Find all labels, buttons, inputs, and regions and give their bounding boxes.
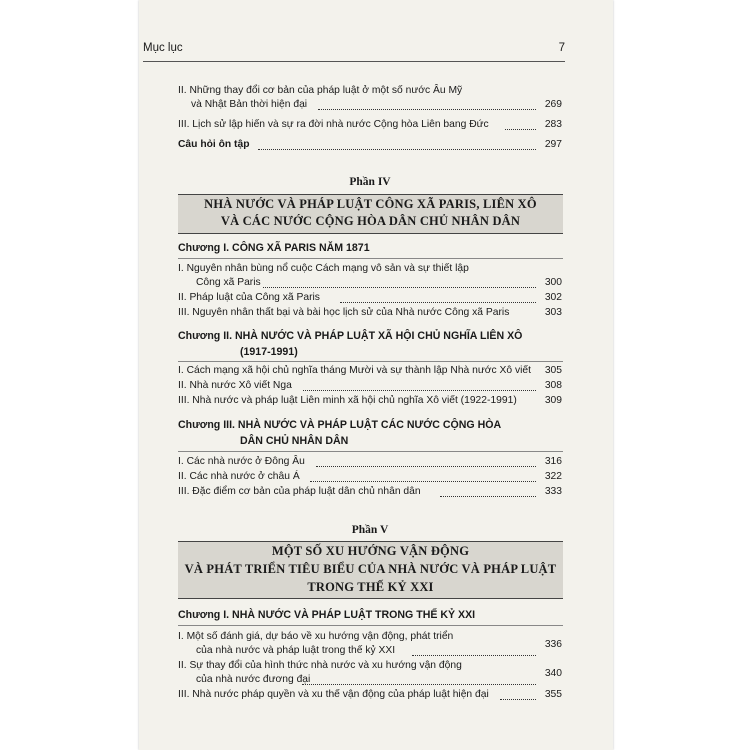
toc-entry-line[interactable]: II. Pháp luật của Công xã Paris bbox=[178, 292, 320, 303]
dot-leader bbox=[263, 286, 536, 288]
part-title-box bbox=[178, 194, 563, 234]
toc-page-number: 355 bbox=[544, 689, 562, 700]
chapter-title[interactable]: Chương I. CÔNG XÃ PARIS NĂM 1871 bbox=[178, 242, 370, 254]
part-label: Phần IV bbox=[349, 176, 391, 188]
header-page-number: 7 bbox=[558, 42, 565, 54]
dot-leader bbox=[412, 654, 536, 656]
toc-page-number: 316 bbox=[544, 456, 562, 467]
dot-leader bbox=[440, 495, 536, 497]
dot-leader bbox=[316, 465, 536, 467]
part-title-line: MỘT SỐ XU HƯỚNG VẬN ĐỘNG bbox=[271, 544, 470, 558]
dot-leader bbox=[340, 301, 536, 303]
part-title-line: NHÀ NƯỚC VÀ PHÁP LUẬT CÔNG XÃ PARIS, LIÊN XÔ bbox=[204, 197, 537, 211]
chapter-title[interactable]: Chương III. NHÀ NƯỚC VÀ PHÁP LUẬT CÁC NƯỚC CỘNG HÒA bbox=[178, 419, 502, 431]
page-header bbox=[143, 41, 565, 62]
chapter-rule bbox=[178, 361, 563, 362]
part-label: Phần V bbox=[351, 524, 389, 536]
toc-entry-line[interactable]: I. Cách mạng xã hội chủ nghĩa tháng Mười và sự thành lập Nhà nước Xô viết bbox=[178, 365, 532, 376]
toc-page-number: 297 bbox=[544, 139, 562, 150]
toc-entry-line[interactable]: III. Đặc điểm cơ bản của pháp luật dân chủ nhân dân bbox=[178, 486, 421, 497]
toc-entry-line[interactable]: Công xã Paris bbox=[196, 277, 261, 288]
part-title-box bbox=[178, 541, 563, 599]
toc-page-number: 340 bbox=[544, 668, 562, 679]
toc-entry-line[interactable]: III. Nhà nước và pháp luật Liên minh xã hội chủ nghĩa Xô viết (1922-1991) bbox=[178, 395, 517, 406]
chapter-title[interactable]: Chương II. NHÀ NƯỚC VÀ PHÁP LUẬT XÃ HỘI CHỦ NGHĨA LIÊN XÔ bbox=[178, 330, 523, 342]
toc-page-number: 336 bbox=[544, 639, 562, 650]
chapter-rule bbox=[178, 451, 563, 452]
toc-page-number: 322 bbox=[544, 471, 562, 482]
toc-entry-line[interactable]: II. Nhà nước Xô viết Nga bbox=[178, 380, 292, 391]
chapter-title[interactable]: (1917-1991) bbox=[240, 346, 298, 358]
toc-page-number: 302 bbox=[544, 292, 562, 303]
dot-leader bbox=[318, 108, 536, 110]
dot-leader bbox=[258, 148, 536, 150]
toc-page-number: 300 bbox=[544, 277, 562, 288]
toc-page-number: 309 bbox=[544, 395, 562, 406]
part-title-line: VÀ CÁC NƯỚC CỘNG HÒA DÂN CHỦ NHÂN DÂN bbox=[220, 214, 521, 228]
toc-entry-line[interactable]: I. Một số đánh giá, dự báo về xu hướng vận động, phát triển bbox=[178, 631, 454, 642]
toc-entry-line[interactable]: II. Các nhà nước ở châu Á bbox=[178, 471, 300, 482]
toc-entry-line[interactable]: II. Những thay đổi cơ bản của pháp luật ở một số nước Âu Mỹ bbox=[178, 85, 463, 96]
toc-entry-line[interactable]: của nhà nước và pháp luật trong thế kỷ XXI bbox=[196, 645, 396, 656]
toc-entry-line[interactable]: I. Các nhà nước ở Đông Âu bbox=[178, 456, 305, 467]
toc-page-number: 303 bbox=[544, 307, 562, 318]
chapter-rule bbox=[178, 625, 563, 626]
toc-page-number: 333 bbox=[544, 486, 562, 497]
toc-page-number: 305 bbox=[544, 365, 562, 376]
toc-entry-line[interactable]: và Nhật Bản thời hiện đại bbox=[191, 99, 308, 110]
toc-entry-line[interactable]: I. Nguyên nhân bùng nổ cuộc Cách mạng vô sản và sự thiết lập bbox=[178, 263, 469, 274]
dot-leader bbox=[303, 389, 536, 391]
dot-leader bbox=[310, 480, 536, 482]
toc-entry-line[interactable]: III. Lịch sử lập hiến và sự ra đời nhà nước Cộng hòa Liên bang Đức bbox=[178, 119, 489, 130]
part-title-line: TRONG THẾ KỶ XXI bbox=[307, 580, 434, 594]
part-title-line: VÀ PHÁT TRIỂN TIÊU BIỂU CỦA NHÀ NƯỚC VÀ PHÁP LUẬT bbox=[184, 562, 557, 576]
chapter-title[interactable]: Chương I. NHÀ NƯỚC VÀ PHÁP LUẬT TRONG THẾ KỶ XXI bbox=[178, 609, 476, 621]
toc-entry-line[interactable]: II. Sự thay đổi của hình thức nhà nước và xu hướng vận động bbox=[178, 660, 462, 671]
chapter-title[interactable]: DÂN CHỦ NHÂN DÂN bbox=[240, 435, 349, 447]
toc-entry-line[interactable]: III. Nguyên nhân thất bại và bài học lịch sử của Nhà nước Công xã Paris bbox=[178, 307, 510, 318]
header-title: Mục lục bbox=[143, 42, 183, 54]
toc-page-number: 308 bbox=[544, 380, 562, 391]
dot-leader bbox=[500, 698, 536, 700]
toc-page-number: 283 bbox=[544, 119, 562, 130]
chapter-rule bbox=[178, 258, 563, 259]
toc-page-number: 269 bbox=[544, 99, 562, 110]
review-questions[interactable]: Câu hỏi ôn tập bbox=[178, 139, 250, 150]
toc-entry-line[interactable]: của nhà nước đương đại bbox=[196, 674, 311, 685]
dot-leader bbox=[302, 683, 536, 685]
toc-entry-line[interactable]: III. Nhà nước pháp quyền và xu thế vận động của pháp luật hiện đại bbox=[178, 689, 489, 700]
